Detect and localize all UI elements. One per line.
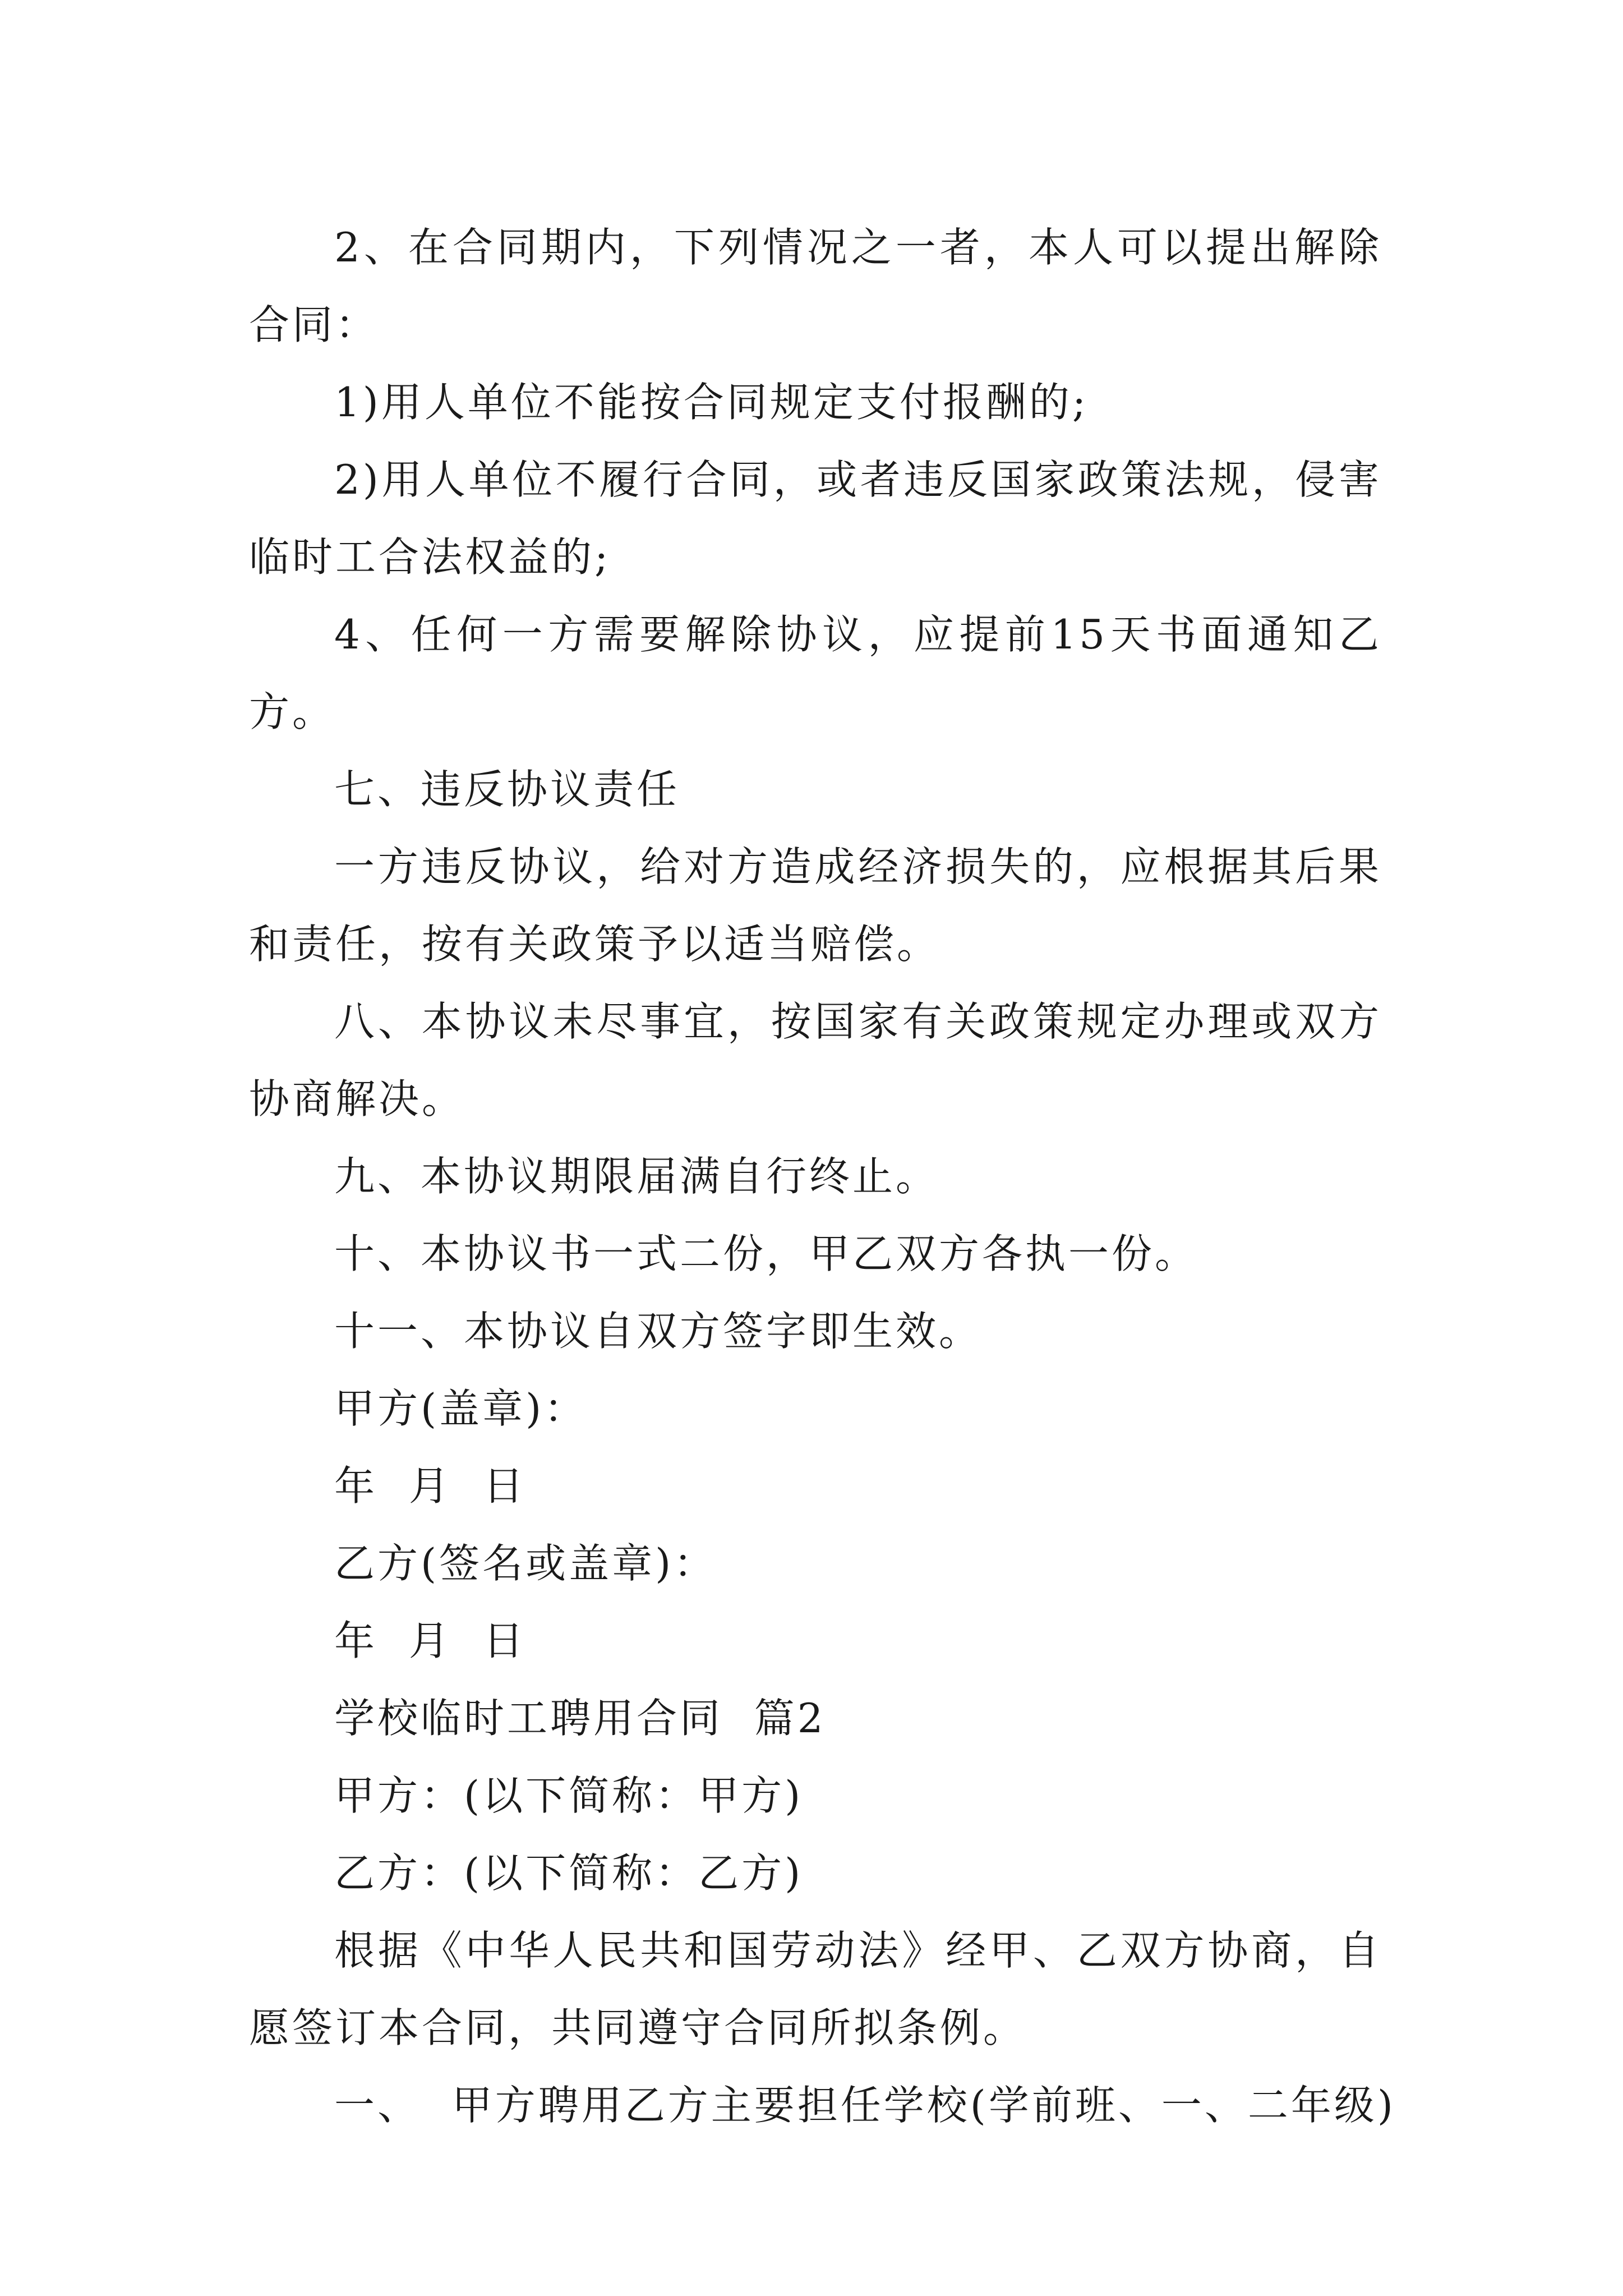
contract-preamble: 根据《中华人民共和国劳动法》经甲、乙双方协商，自愿签订本合同，共同遵守合同所拟条例。 [249,1927,1382,2051]
clause-notice-period: 4、任何一方需要解除协议，应提前15天书面通知乙方。 [249,611,1382,735]
party-a-definition: 甲方：(以下简称：甲方) [334,1772,804,1819]
section-heading-liability: 七、违反协议责任 [334,766,680,813]
party-b-date-line: 年 月 日 [334,1617,527,1664]
party-b-definition: 乙方：(以下简称：乙方) [334,1849,804,1897]
clause-termination-rights: 2、在合同期内，下列情况之一者，本人可以提出解除合同： [249,224,1382,348]
party-a-date-line: 年 月 日 [334,1462,527,1510]
party-b-signature-line: 乙方(签名或盖章)： [334,1540,717,1587]
contract-title-part-2: 学校临时工聘用合同 篇2 [334,1695,826,1742]
party-a-seal-line: 甲方(盖章)： [334,1385,588,1432]
clause-term-expiry: 九、本协议期限届满自行终止。 [334,1153,939,1200]
clause-liability-compensation: 一方违反协议，给对方造成经济损失的，应根据其后果和责任，按有关政策予以适当赔偿。 [249,843,1382,968]
clause-unresolved-matters: 八、本协议未尽事宜，按国家有关政策规定办理或双方协商解决。 [249,998,1382,1122]
clause-1-employment-role: 一、 甲方聘用乙方主要担任学校(学前班、一、二年级) [334,2082,1396,2129]
document-body [249,209,1396,2144]
clause-item-2-breach: 2)用人单位不履行合同，或者违反国家政策法规，侵害临时工合法权益的; [249,456,1382,581]
clause-copies: 十、本协议书一式二份，甲乙双方各执一份。 [334,1230,1198,1277]
clause-item-1-no-pay: 1)用人单位不能按合同规定支付报酬的; [334,379,1089,426]
clause-effective: 十一、本协议自双方签字即生效。 [334,1308,983,1355]
